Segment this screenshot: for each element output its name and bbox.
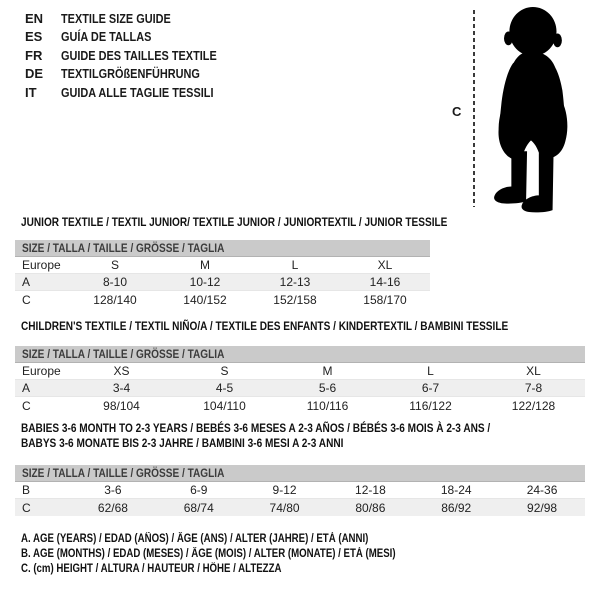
table-cell: 7-8 <box>524 381 543 395</box>
row-label: Europe <box>22 364 61 378</box>
table-cell: 140/152 <box>183 292 227 307</box>
toddler-silhouette-icon <box>484 6 576 214</box>
measurement-figure <box>440 4 592 216</box>
language-guide-title: GUIDA ALLE TAGLIE TESSILI <box>61 84 214 100</box>
babies-section-title-line1: BABIES 3-6 MONTH TO 2-3 YEARS / BEBÉS 3-6 MESES A 2-3 AÑOS / BÉBÉS 3-6 MOIS À 2-3 ANS / <box>21 421 491 435</box>
table-row-europe <box>15 363 585 380</box>
footnote-row <box>21 532 467 547</box>
footnote-row <box>21 562 467 577</box>
table-cell: 6-7 <box>421 381 440 395</box>
row-label: C <box>22 292 31 307</box>
table-row-b <box>15 482 585 499</box>
language-code: EN <box>25 10 44 26</box>
language-code: FR <box>25 47 43 63</box>
table-cell: 152/158 <box>273 292 317 307</box>
table-cell: S <box>220 364 229 378</box>
row-label: Europe <box>22 258 61 272</box>
legend-footnotes <box>15 532 467 578</box>
table-cell: 14-16 <box>369 275 401 289</box>
table-cell: 74/80 <box>269 500 300 515</box>
table-row-europe <box>15 257 430 274</box>
language-code: ES <box>25 29 43 45</box>
table-cell: 92/98 <box>527 500 558 515</box>
table-cell: 128/140 <box>93 292 137 307</box>
row-label: A <box>22 275 31 289</box>
row-label: C <box>22 500 31 515</box>
row-label: A <box>22 381 31 395</box>
children-table-body <box>15 363 585 414</box>
table-cell: S <box>110 258 119 272</box>
table-cell: 98/104 <box>103 398 140 413</box>
table-cell: 116/122 <box>409 398 452 413</box>
babies-section-title-line2: BABYS 3-6 MONATE BIS 2-3 JAHRE / BAMBINI 3-6 MESI A 2-3 ANNI <box>21 436 344 450</box>
table-cell: XS <box>113 364 130 378</box>
table-cell: 110/116 <box>306 398 349 413</box>
language-title-list <box>25 9 246 102</box>
language-code: IT <box>25 84 37 100</box>
language-row-es <box>25 28 246 47</box>
row-label: B <box>22 483 31 497</box>
table-cell: 3-6 <box>104 483 122 497</box>
table-cell: L <box>427 364 434 378</box>
table-row-a <box>15 380 585 397</box>
table-cell: 12-13 <box>279 275 311 289</box>
table-cell: 24-36 <box>526 483 558 497</box>
size-header-bar-label: SIZE / TALLA / TAILLE / GRÖSSE / TAGLIA <box>22 466 225 480</box>
babies-size-table <box>15 465 585 516</box>
babies-textile-section <box>15 421 585 516</box>
children-textile-section <box>15 319 585 414</box>
size-header-bar-label: SIZE / TALLA / TAILLE / GRÖSSE / TAGLIA <box>22 241 225 255</box>
table-cell: 18-24 <box>440 483 472 497</box>
table-cell: XL <box>526 364 541 378</box>
table-cell: 12-18 <box>355 483 386 497</box>
language-row-de <box>25 65 246 84</box>
language-row-it <box>25 83 246 102</box>
language-guide-title: TEXTILGRÖßENFÜHRUNG <box>61 66 200 82</box>
table-row-c <box>15 291 430 308</box>
junior-section-title: JUNIOR TEXTILE / TEXTIL JUNIOR/ TEXTILE JUNIOR / JUNIORTEXTIL / JUNIOR TESSILE <box>21 215 448 229</box>
table-cell: L <box>291 258 299 272</box>
table-cell: M <box>322 364 333 378</box>
footnote-text: C. (cm) HEIGHT / ALTURA / HAUTEUR / HÖHE / ALTEZZA <box>21 563 282 576</box>
language-row-en <box>25 9 246 28</box>
measure-c-label: C <box>452 104 462 119</box>
footnote-text: B. AGE (MONTHS) / EDAD (MESES) / ÂGE (MOIS) / ALTER (MONATE) / ETÀ (MESI) <box>21 548 396 561</box>
table-cell: 80/86 <box>355 500 386 515</box>
table-cell: 8-10 <box>102 275 128 289</box>
junior-size-table <box>15 240 430 308</box>
language-guide-title: GUÍA DE TALLAS <box>61 29 152 45</box>
language-row-fr <box>25 46 246 65</box>
footnote-text: A. AGE (YEARS) / EDAD (AÑOS) / ÂGE (ANS) / ALTER (JAHRE) / ETÀ (ANNI) <box>21 533 369 545</box>
babies-table-body <box>15 482 585 516</box>
junior-textile-section <box>15 215 448 308</box>
table-row-a <box>15 274 430 291</box>
children-size-table <box>15 346 585 414</box>
table-cell: 122/128 <box>511 398 556 413</box>
table-cell: 9-12 <box>272 483 297 497</box>
height-dashed-line <box>473 10 475 207</box>
size-header-bar-label: SIZE / TALLA / TAILLE / GRÖSSE / TAGLIA <box>22 347 225 361</box>
table-cell: 4-5 <box>215 381 234 395</box>
table-cell: 86/92 <box>441 500 472 515</box>
table-cell: XL <box>377 258 393 272</box>
table-cell: M <box>200 258 210 272</box>
table-cell: 5-6 <box>318 381 337 395</box>
junior-table-body <box>15 257 430 308</box>
table-cell: 3-4 <box>112 381 131 395</box>
language-code: DE <box>25 66 44 82</box>
row-label: C <box>22 398 31 413</box>
footnote-row <box>21 547 467 562</box>
table-cell: 62/68 <box>97 500 128 515</box>
language-guide-title: GUIDE DES TAILLES TEXTILE <box>61 47 217 63</box>
table-cell: 104/110 <box>203 398 246 413</box>
table-cell: 68/74 <box>183 500 214 515</box>
children-section-title: CHILDREN'S TEXTILE / TEXTIL NIÑO/A / TEXTILE DES ENFANTS / KINDERTEXTIL / BAMBINI TESSILE <box>21 319 509 333</box>
table-row-c <box>15 397 585 414</box>
table-cell: 10-12 <box>189 275 221 289</box>
language-guide-title: TEXTILE SIZE GUIDE <box>61 10 171 26</box>
table-cell: 158/170 <box>363 292 407 307</box>
table-cell: 6-9 <box>190 483 208 497</box>
table-row-c <box>15 499 585 516</box>
